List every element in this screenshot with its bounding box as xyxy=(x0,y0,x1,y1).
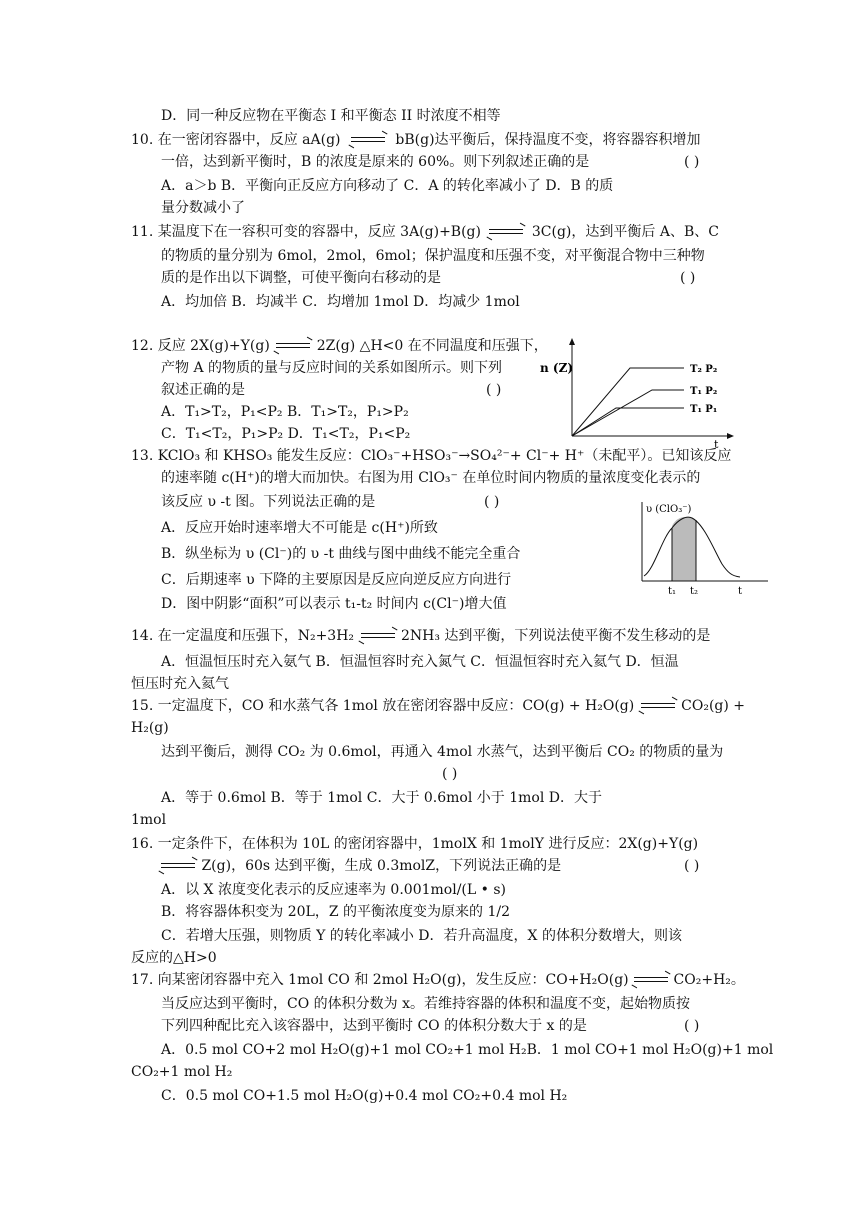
q11-stem-line2: 的物质的量分别为 6mol，2mol，6mol；保护温度和压强不变，对平衡混合物中三种物 xyxy=(161,248,705,264)
q15-stem-line3: 达到平衡后，测得 CO₂ 为 0.6mol，再通入 4mol 水蒸气，达到平衡后 CO₂ 的物质的量为 xyxy=(161,744,724,760)
q16-option-cd: C．若增大压强，则物质 Y 的转化率减小 D．若升高温度，X 的体积分数增大，则该 xyxy=(161,928,682,944)
q13-v-t-graph xyxy=(628,498,776,600)
q17-stem-line1 xyxy=(131,970,745,990)
q12-answer-paren: ( ) xyxy=(486,382,502,398)
q13-option-d: D．图中阴影“面积”可以表示 t₁-t₂ 时间内 c(Cl⁻)增大值 xyxy=(161,596,507,612)
q12-curve-t1-p2 xyxy=(572,390,684,436)
q13-shaded-area xyxy=(672,517,696,581)
q10-answer-paren: ( ) xyxy=(684,154,700,170)
q12-curve-t1-p1 xyxy=(572,408,684,436)
q12-stem-part1: 12. 反应 2X(g)+Y(g) xyxy=(131,338,270,354)
q13-option-c: C．后期速率 υ 下降的主要原因是反应向逆反应方向进行 xyxy=(161,572,512,588)
q15-stem-part2: CO₂(g) + xyxy=(681,698,746,714)
q15-options-cont: 1mol xyxy=(131,812,167,828)
q14-stem-part1: 14. 在一定温度和压强下，N₂+3H₂ xyxy=(131,628,355,644)
q12-options-ab: A．T₁>T₂，P₁<P₂ B．T₁>T₂，P₁>P₂ xyxy=(161,404,409,420)
equilibrium-arrow-icon xyxy=(161,861,195,871)
q16-stem-part2: Z(g)，60s 达到平衡，生成 0.3molZ，下列说法正确的是 xyxy=(201,858,562,874)
q12-curve-label-t1-p1: T₁ P₁ xyxy=(690,404,718,415)
q12-stem-part2: 2Z(g) △H<0 在不同温度和压强下， xyxy=(316,338,548,354)
q15-options: A．等于 0.6mol B．等于 1mol C．大于 0.6mol 小于 1mol D．大于 xyxy=(161,790,603,806)
q12-options-cd: C．T₁<T₂，P₁>P₂ D．T₁<T₂，P₁<P₂ xyxy=(161,426,411,442)
equilibrium-arrow-icon xyxy=(276,341,310,351)
q13-stem-line3: 该反应 υ -t 图。下列说法正确的是 xyxy=(161,494,376,510)
q13-stem-line1: 13. KClO₃ 和 KHSO₃ 能发生反应：ClO₃⁻+HSO₃⁻→SO₄²⁻+ Cl⁻+ H⁺（未配平）。已知该反应 xyxy=(131,448,732,464)
q17-option-ab-cont: CO₂+1 mol H₂ xyxy=(131,1064,233,1080)
equilibrium-arrow-icon xyxy=(351,135,385,145)
q16-option-b: B．将容器体积变为 20L，Z 的平衡浓度变为原来的 1/2 xyxy=(161,904,511,920)
q12-curve-label-t1-p2: T₁ P₂ xyxy=(690,386,718,397)
q17-option-c: C．0.5 mol CO+1.5 mol H₂O(g)+0.4 mol CO₂+0.4 mol H₂ xyxy=(161,1088,568,1104)
q12-stem-line2: 产物 A 的物质的量与反应时间的关系如图所示。则下列 xyxy=(161,360,503,376)
q14-stem-line1 xyxy=(131,626,710,646)
q17-stem-line3: 下列四种配比充入该容器中，达到平衡时 CO 的体积分数大于 x 的是 xyxy=(161,1018,587,1034)
q11-options: A．均加倍 B．均减半 C．均增加 1mol D．均减少 1mol xyxy=(161,294,520,310)
q12-curve-label-t2-p2: T₂ P₂ xyxy=(690,364,718,375)
q17-stem-part2: CO₂+H₂。 xyxy=(673,972,745,988)
q17-stem-part1: 17. 向某密闭容器中充入 1mol CO 和 2mol H₂O(g)，发生反应：CO+H₂O(g) xyxy=(131,972,629,988)
q12-stem-line1 xyxy=(131,336,548,356)
q10-stem-line2: 一倍，达到新平衡时，B 的浓度是原来的 60%。则下列叙述正确的是 xyxy=(161,154,590,170)
q16-answer-paren: ( ) xyxy=(684,858,700,874)
q10-options: A．a＞b B．平衡向正反应方向移动了 C．A 的转化率减小了 D．B 的质 xyxy=(161,178,614,194)
q17-stem-line2: 当反应达到平衡时，CO 的体积分数为 x。若维持容器的体积和温度不变，起始物质按 xyxy=(161,996,690,1012)
q13-option-b: B．纵坐标为 υ (Cl⁻)的 υ -t 曲线与图中曲线不能完全重合 xyxy=(161,546,521,562)
q11-stem-line3: 质的是作出以下调整，可使平衡向右移动的是 xyxy=(161,270,441,286)
q15-stem-line2: H₂(g) xyxy=(131,720,169,736)
q11-stem-line1 xyxy=(131,222,719,242)
q16-option-cd-cont: 反应的△H>0 xyxy=(131,950,217,966)
q15-answer-paren: ( ) xyxy=(442,766,458,782)
q13-answer-paren: ( ) xyxy=(484,494,500,510)
q15-stem-part1: 15. 一定温度下，CO 和水蒸气各 1mol 放在密闭容器中反应：CO(g) + H₂O(g) xyxy=(131,698,635,714)
q15-stem-line1 xyxy=(131,696,745,716)
q16-stem-line1: 16. 一定条件下，在体积为 10L 的密闭容器中，1molX 和 1molY 进行反应：2X(g)+Y(g) xyxy=(131,836,699,852)
q16-stem-line2 xyxy=(161,856,561,876)
q12-stem-line3: 叙述正确的是 xyxy=(161,382,245,398)
q17-answer-paren: ( ) xyxy=(684,1018,700,1034)
equilibrium-arrow-icon xyxy=(489,227,523,237)
q14-options-cont: 恒压时充入氦气 xyxy=(131,676,229,692)
q10-stem-line1 xyxy=(131,130,701,150)
q11-stem-part2: 3C(g)，达到平衡后 A、B、C xyxy=(531,224,719,240)
q10-stem-part2: bB(g)达平衡后，保持温度不变，将容器容积增加 xyxy=(395,132,701,148)
q14-options: A．恒温恒压时充入氨气 B．恒温恒容时充入氮气 C．恒温恒容时充入氦气 D．恒温 xyxy=(161,654,679,670)
q12-graph-ylabel: n (Z) xyxy=(540,361,574,375)
q12-n-t-graph xyxy=(538,332,738,451)
q10-options-cont: 量分数减小了 xyxy=(161,200,245,216)
q12-graph-xlabel: t xyxy=(714,438,719,451)
equilibrium-arrow-icon xyxy=(361,631,395,641)
equilibrium-arrow-icon xyxy=(641,701,675,711)
equilibrium-arrow-icon xyxy=(634,975,668,985)
q13-graph-t2: t₂ xyxy=(690,586,699,597)
q9-option-d: D．同一种反应物在平衡态 I 和平衡态 II 时浓度不相等 xyxy=(161,108,501,124)
q11-stem-part1: 11. 某温度下在一容积可变的容器中，反应 3A(g)+B(g) xyxy=(131,224,481,240)
q16-option-a: A．以 X 浓度变化表示的反应速率为 0.001mol/(L • s) xyxy=(161,882,506,898)
q13-stem-line2: 的速率随 c(H⁺)的增大而加快。右图为用 ClO₃⁻ 在单位时间内物质的量浓度变化表示的 xyxy=(161,470,701,486)
q17-option-ab: A．0.5 mol CO+2 mol H₂O(g)+1 mol CO₂+1 mol H₂B．1 mol CO+1 mol H₂O(g)+1 mol xyxy=(161,1042,774,1058)
q13-graph-t1: t₁ xyxy=(668,586,677,597)
q13-graph-ylabel: υ (ClO₃⁻) xyxy=(646,504,692,515)
q14-stem-part2: 2NH₃ 达到平衡，下列说法使平衡不发生移动的是 xyxy=(400,628,711,644)
q11-answer-paren: ( ) xyxy=(680,270,696,286)
q10-stem-part1: 10. 在一密闭容器中，反应 aA(g) xyxy=(131,132,341,148)
q13-option-a: A．反应开始时速率增大不可能是 c(H⁺)所致 xyxy=(161,520,438,536)
q13-graph-xlabel: t xyxy=(738,586,743,597)
